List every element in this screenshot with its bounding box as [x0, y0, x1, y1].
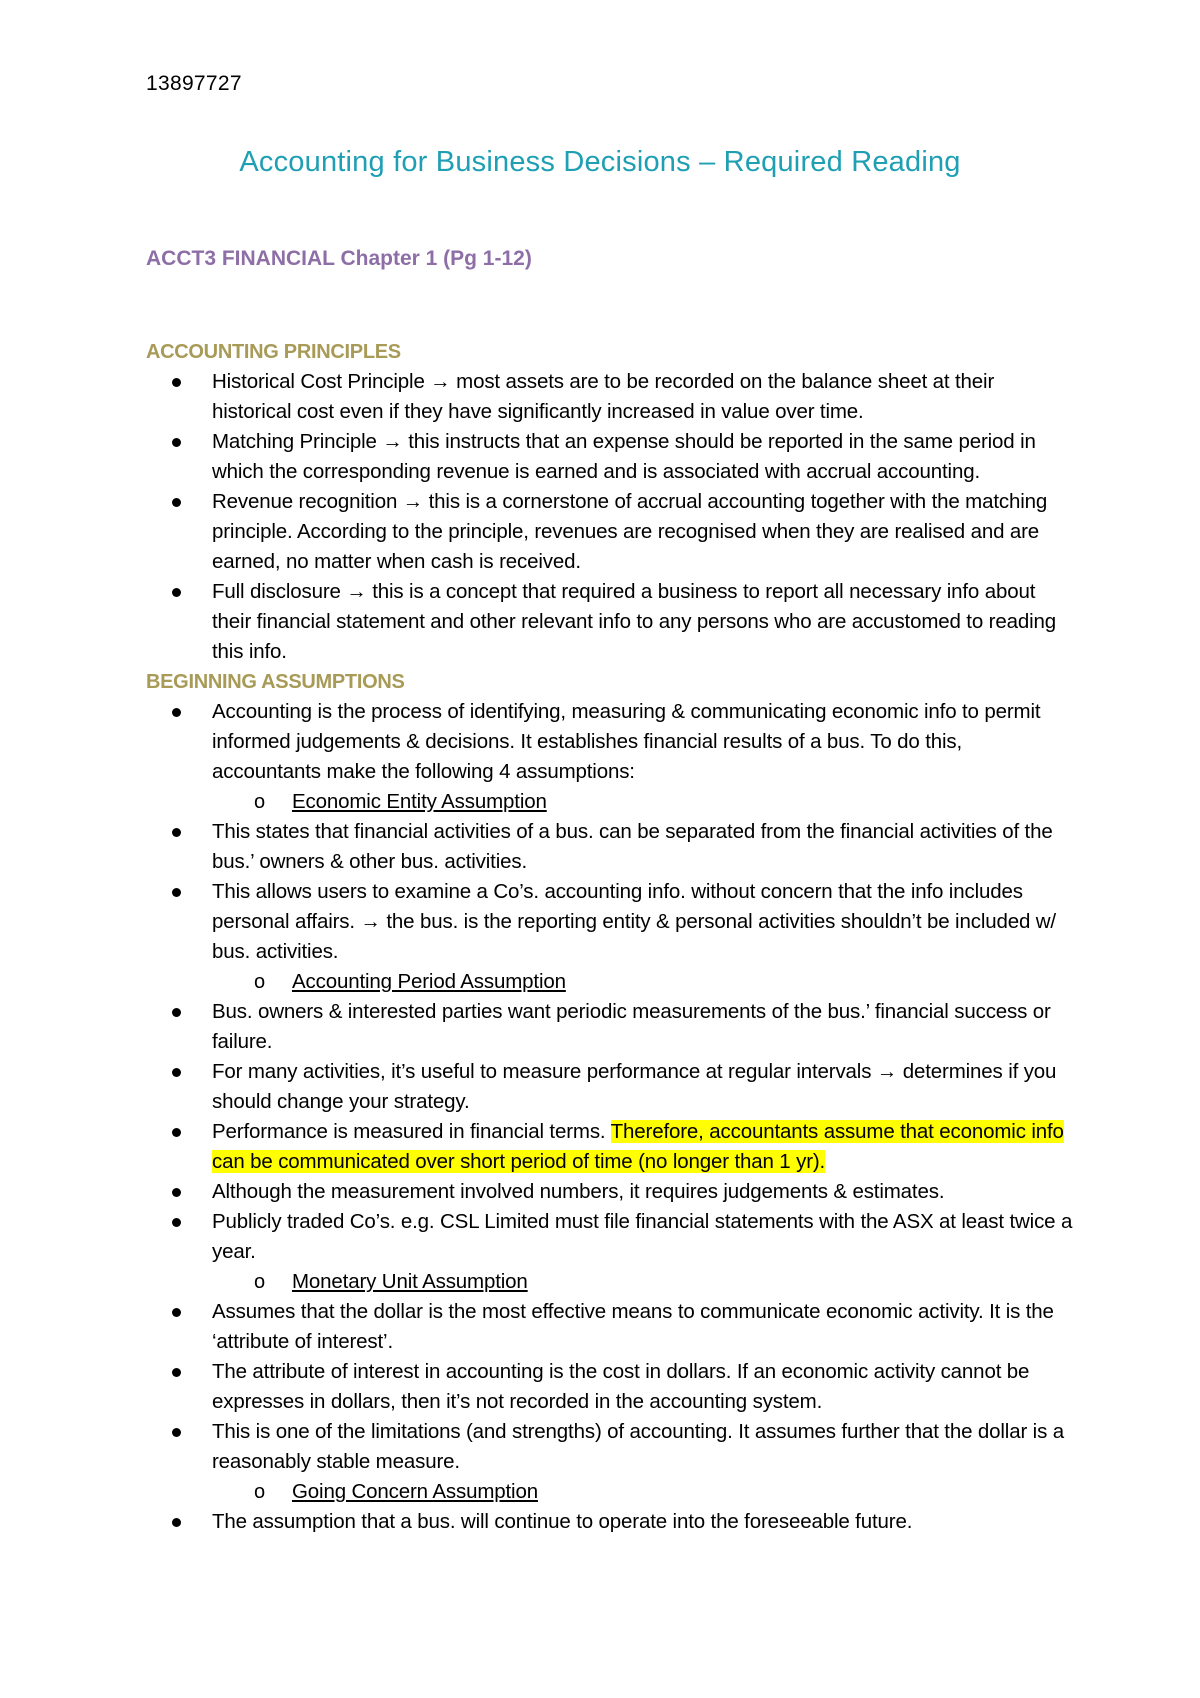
- list-item: [146, 427, 1076, 487]
- document-title: Accounting for Business Decisions – Required Reading: [239, 146, 961, 178]
- chapter-subtitle: ACCT3 FINANCIAL Chapter 1 (Pg 1-12): [146, 247, 532, 270]
- list-item: [146, 817, 1076, 877]
- section-heading-principles: ACCOUNTING PRINCIPLES: [146, 341, 401, 363]
- list-item: [146, 1207, 1076, 1267]
- circle-bullet-icon: o: [254, 1271, 265, 1293]
- sub-heading-text: Going Concern Assumption: [292, 1480, 538, 1503]
- bullet-icon: [172, 1188, 181, 1197]
- bullet-icon: [172, 828, 181, 837]
- sub-heading-text: Accounting Period Assumption: [292, 970, 566, 993]
- list-item-text: Historical Cost Principle → most assets are to be recorded on the balance sheet at their historical cost even if they have significantly increased in value over time.: [212, 370, 995, 423]
- bullet-icon: [172, 498, 181, 507]
- list-item: [146, 487, 1076, 577]
- list-item-text: Full disclosure → this is a concept that required a business to report all necessary info about their financial statement and other relevant info to any persons who are accustomed to reading this info.: [212, 580, 1056, 663]
- list-item: [146, 1117, 1076, 1177]
- list-item: [146, 577, 1076, 667]
- document-body: [146, 337, 1076, 1537]
- bullet-icon: [172, 1128, 181, 1137]
- list-item-text: Performance is measured in financial terms.: [212, 1120, 611, 1143]
- bullet-icon: [172, 1008, 181, 1017]
- student-id: 13897727: [146, 72, 242, 95]
- bullet-icon: [172, 1068, 181, 1077]
- section-heading-assumptions: BEGINNING ASSUMPTIONS: [146, 671, 405, 693]
- circle-bullet-icon: o: [254, 971, 265, 993]
- list-item-text: For many activities, it’s useful to measure performance at regular intervals → determines if you should change your strategy.: [212, 1060, 1057, 1113]
- list-item: [146, 1417, 1076, 1477]
- list-item: [146, 1177, 1076, 1207]
- bullet-icon: [172, 1368, 181, 1377]
- list-item: [146, 697, 1076, 787]
- list-item-text: Matching Principle → this instructs that an expense should be reported in the same period in which the corresponding revenue is earned and is associated with accrual accounting.: [212, 430, 1036, 483]
- list-item: [146, 1297, 1076, 1357]
- bullet-icon: [172, 588, 181, 597]
- list-item: [146, 877, 1076, 967]
- bullet-icon: [172, 888, 181, 897]
- sub-heading-text: Monetary Unit Assumption: [292, 1270, 528, 1293]
- bullet-icon: [172, 378, 181, 387]
- list-item-text: The attribute of interest in accounting is the cost in dollars. If an economic activity cannot be expresses in dollars, then it’s not recorded in the accounting system.: [212, 1360, 1030, 1413]
- circle-bullet-icon: o: [254, 1481, 265, 1503]
- list-item-text: Although the measurement involved numbers, it requires judgements & estimates.: [212, 1180, 945, 1203]
- bullet-icon: [172, 1518, 181, 1527]
- list-item-text: Revenue recognition → this is a cornerstone of accrual accounting together with the matching principle. According to the principle, revenues are recognised when they are realised and are earned, no matter when cash is received.: [212, 490, 1048, 573]
- list-item-text: Bus. owners & interested parties want periodic measurements of the bus.’ financial success or failure.: [212, 1000, 1051, 1053]
- list-item-text: Assumes that the dollar is the most effective means to communicate economic activity. It is the ‘attribute of interest’.: [212, 1300, 1054, 1353]
- list-item-text: This allows users to examine a Co’s. accounting info. without concern that the info includes personal affairs. → the bus. is the reporting entity & personal activities shouldn’t be included w/ bus. activities.: [212, 880, 1056, 963]
- circle-bullet-icon: o: [254, 791, 265, 813]
- bullet-icon: [172, 1218, 181, 1227]
- bullet-icon: [172, 1308, 181, 1317]
- list-item-text: Publicly traded Co’s. e.g. CSL Limited must file financial statements with the ASX at least twice a year.: [212, 1210, 1073, 1263]
- sub-heading-monetary-unit: [146, 1267, 1076, 1297]
- sub-heading-going-concern: [146, 1477, 1076, 1507]
- list-item-text: This is one of the limitations (and strengths) of accounting. It assumes further that the dollar is a reasonably stable measure.: [212, 1420, 1064, 1473]
- list-item: [146, 997, 1076, 1057]
- highlighted-text: Therefore, accountants assume that economic info can be communicated over short period of time (no longer than 1 yr).: [212, 1120, 1064, 1173]
- bullet-icon: [172, 1428, 181, 1437]
- list-item: [146, 1357, 1076, 1417]
- list-item-text: This states that financial activities of a bus. can be separated from the financial activities of the bus.’ owners & other bus. activities.: [212, 820, 1053, 873]
- sub-heading-accounting-period: [146, 967, 1076, 997]
- bullet-icon: [172, 438, 181, 447]
- list-item-text: The assumption that a bus. will continue to operate into the foreseeable future.: [212, 1510, 913, 1533]
- sub-heading-economic-entity: [146, 787, 1076, 817]
- list-item: [146, 1507, 1076, 1537]
- bullet-icon: [172, 708, 181, 717]
- list-item-text: Accounting is the process of identifying, measuring & communicating economic info to permit informed judgements & decisions. It establishes financial results of a bus. To do this, accountants make the following 4 assumptions:: [212, 700, 1041, 783]
- list-item: [146, 367, 1076, 427]
- list-item: [146, 1057, 1076, 1117]
- sub-heading-text: Economic Entity Assumption: [292, 790, 547, 813]
